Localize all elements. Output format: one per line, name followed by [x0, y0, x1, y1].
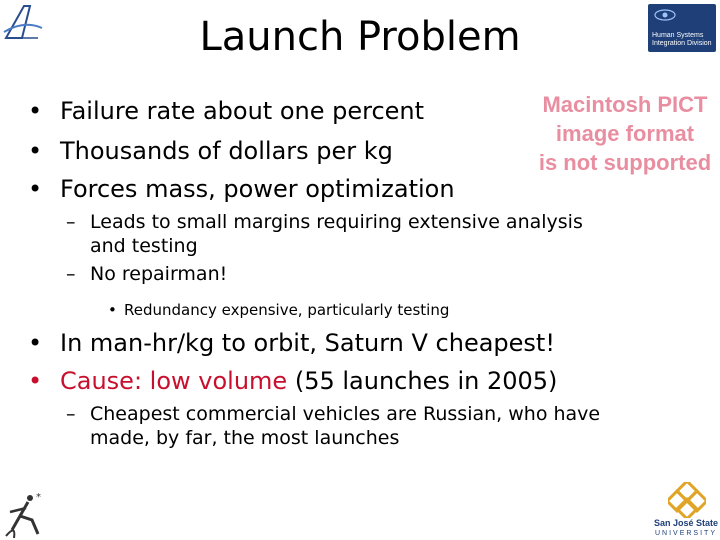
sub-bullet-repairman: No repairman! [90, 263, 228, 285]
slide-title: Launch Problem [199, 14, 521, 60]
sjsu-university: UNIVERSITY [654, 530, 717, 537]
pict-placeholder [530, 90, 720, 177]
bullet-cause [60, 364, 557, 398]
dash-glyph: – [66, 211, 76, 233]
bullet-glyph: • [28, 329, 43, 357]
sjsu-name: San José State [653, 518, 719, 528]
bullet-glyph: • [108, 301, 117, 319]
bottom-left-figure-icon [2, 490, 46, 540]
sub-bullet-russian: Cheapest commercial vehicles are Russian, who have made, by far, the most launches [90, 403, 601, 449]
cause-prefix: Cause: [60, 367, 150, 395]
dash-glyph: – [66, 403, 76, 425]
bullet-glyph: • [28, 97, 43, 125]
bullet-optimization: Forces mass, power optimization [60, 175, 455, 203]
logo-line-2: Integration Division [652, 40, 712, 47]
sjsu-seal-icon [668, 482, 706, 518]
pict-line-1: Macintosh PICT [542, 92, 708, 117]
bullet-failure-rate: Failure rate about one percent [60, 97, 425, 125]
sub-sub-bullet-redundancy: Redundancy expensive, particularly testing [124, 301, 450, 319]
svg-text:*: * [36, 492, 41, 503]
sub-bullet-margins: Leads to small margins requiring extensive analysis and testing [90, 211, 583, 257]
bullet-glyph: • [28, 137, 43, 165]
bullet-cost: Thousands of dollars per kg [60, 137, 393, 165]
bullet-saturn-v: In man-hr/kg to orbit, Saturn V cheapest! [60, 329, 555, 357]
pict-line-3: is not supported [538, 150, 712, 175]
pict-line-2: image format [555, 121, 695, 146]
bullet-glyph: • [28, 367, 43, 395]
cause-highlight: low volume [149, 367, 288, 395]
cause-suffix: (55 launches in 2005) [287, 367, 558, 395]
dash-glyph: – [66, 263, 76, 285]
bullet-glyph: • [28, 175, 43, 203]
logo-line-1: Human Systems [652, 32, 704, 39]
